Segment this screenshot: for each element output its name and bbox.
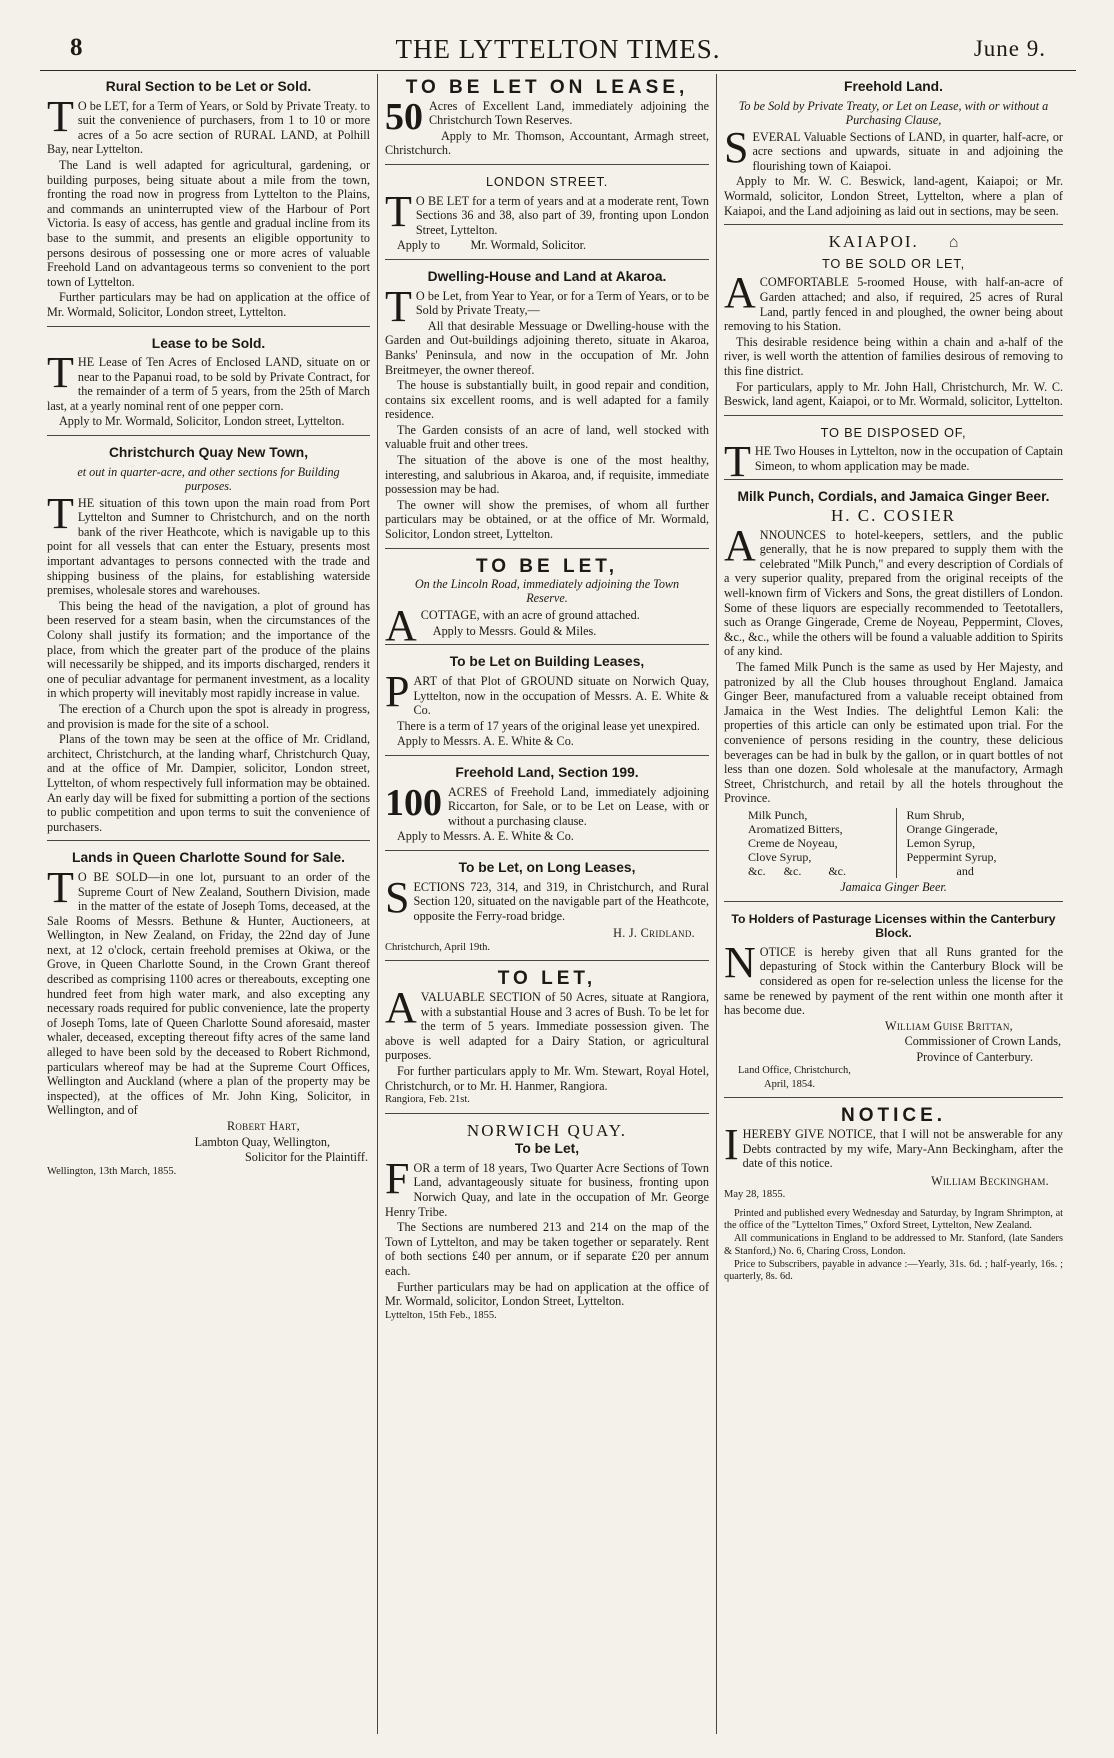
ad-building-leases: To be Let on Building Leases, PART of that Plot of GROUND situate on Norwich Quay, Lyttelton, now in the occupation of Messrs. A. E. White & Co. There is a term of 17 years of the original lease yet unexpired. Apply to Messrs. A. E. White & Co.: [385, 649, 709, 756]
drop-cap: A: [385, 601, 417, 651]
signature: H. J. Cridland.: [613, 926, 695, 941]
ad-disposed: TO BE DISPOSED OF, THE Two Houses in Lyttelton, now in the occupation of Captain Simeon, to whom application may be made.: [724, 420, 1063, 481]
ad-heading: NORWICH QUAY.: [466, 1120, 628, 1140]
ad-heading: TO LET,: [497, 968, 597, 990]
ad-lease-50-acres: TO BE LET ON LEASE, 50 Acres of Excellent Land, immediately adjoining the Christchurch Town Reserves. Apply to Mr. Thomson, Accountant, Armagh street, Christchurch.: [385, 74, 709, 165]
drop-cap: A: [724, 520, 756, 570]
dateline: Lyttelton, 15th Feb., 1855.: [385, 1309, 497, 1321]
drop-cap: P: [385, 667, 410, 716]
drop-cap: N: [724, 937, 756, 987]
drop-cap: A: [385, 983, 417, 1032]
drop-number: 50: [385, 95, 423, 138]
drop-cap: T: [724, 437, 751, 487]
ad-long-leases: To be Let, on Long Leases, SECTIONS 723, 314, and 319, in Christchurch, and Rural Section 120, situated on the navigable part of the Heathcote, opposite the Ferry-road bridge. H. J. Cridland. Christchurch, April 19th.: [385, 855, 709, 961]
drop-cap: T: [47, 862, 74, 912]
ad-heading: To be Let, on Long Leases,: [458, 859, 636, 875]
ad-heading: NOTICE.: [840, 1105, 947, 1127]
signature: Robert Hart,: [226, 1119, 300, 1133]
ad-heading: Dwelling-House and Land at Akaroa.: [427, 268, 667, 284]
advertiser-name: H. C. COSIER: [830, 506, 957, 526]
drop-cap: T: [47, 488, 74, 538]
ad-heading: LONDON STREET.: [485, 173, 609, 189]
dateline: Rangiora, Feb. 21st.: [385, 1094, 470, 1106]
ad-heading: Freehold Land, Section 199.: [455, 764, 639, 780]
ad-heading: To be Let on Building Leases,: [449, 654, 645, 670]
signature: William Guise Brittan,: [885, 1018, 1013, 1033]
column-3: [716, 74, 1070, 1734]
issue-date: June 9.: [973, 36, 1046, 61]
ad-heading: Rural Section to be Let or Sold.: [105, 79, 312, 94]
ad-pasturage: To Holders of Pasturage Licenses within the Canterbury Block. NOTICE is hereby given that all Runs granted for the depasturing of Stock within the Canterbury Block will be considered as open for re-selection unless the license for the same be renewed by payment of the rent within one month after it has become due. William Guise Brittan, Commissioner of Crown Lands, Province of Canterbury. Land Office, Christchurch, April, 1854.: [724, 906, 1063, 1099]
ad-subheading: On the Lincoln Road, immediately adjoining the Town Reserve.: [414, 577, 680, 606]
ad-milk-punch: Milk Punch, Cordials, and Jamaica Ginger Beer. H. C. COSIER ANNOUNCES to hotel-keepers, settlers, and the public generally, that he is now prepared to supply them with the celebrated "Milk Punch," and every description of Cordials of a very superior quality, prepared from the original receipts of the well-known firm of Vickers and Sons, the great distillers of London. Some of these liquors are especially recommended to Teetotallers, such as Orange Gingerade, Creme de Noyeau, Peppermint, Cloves, &c., &c., while the others will be found a valuable addition to Spirits of any kind. The famed Milk Punch is the same as used by Her Majesty, and patronized by all the Club houses throughout England. Jamaica Ginger Beer, manufactured from a valuable receipt obtained from Jamaica in the West Indies. The delightful Lemon Kali: the properties of this article can only be estimated upon trial. For the convenience of persons residing in the country, these delicious beverages can be had in bulk by the gallon, or in quart bottles of not less than one dozen. Sold wholesale at the manufactory, Armagh Street, Christchurch, and retail by all the hotels throughout the Province. Milk Punch, Aromatized Bitters, Creme de Noyeau, Clove Syrup, &c. &c. &c. Rum Shrub, Orange Gingerade, Lemon Syrup, Peppermint Syrup, and Jamaica Ginger Beer.: [724, 484, 1063, 901]
ad-freehold-199: Freehold Land, Section 199. 100 ACRES of Freehold Land, immediately adjoining Riccarton, for Sale, or to be Let on Lease, with or without a purchasing clause. Apply to Messrs. A. E. White & Co.: [385, 760, 709, 851]
column-1: [40, 74, 377, 1734]
drop-cap: T: [47, 91, 74, 141]
ad-heading: Freehold Land.: [844, 79, 943, 94]
columns: [40, 74, 1076, 1734]
ad-akaroa: Dwelling-House and Land at Akaroa. T O be Let, from Year to Year, or for a Term of Years, or to be Sold by Private Treaty,— All that desirable Messuage or Dwelling-house with the Garden and Out-buildings adjoining thereto, situate in Akaroa, Banks' Peninsula, and now in the occupation of Mr. John Breitmeyer, the owner thereof. The house is substantially built, in good repair and condition, contains six excellent rooms, and is well adapted for a family residence. The Garden consists of an acre of land, well stocked with valuable fruit and other trees. The situation of the above is one of the most healthy, interesting, and salubrious in Akaroa, and, if requisite, immediate possession may be had. The owner will show the premises, of whom all further particulars may be obtained, or at the office of Mr. Wormald, Solicitor, London street, Lyttelton.: [385, 264, 709, 549]
drop-cap: T: [385, 281, 412, 331]
ad-heading: Christchurch Quay New Town,: [108, 445, 309, 461]
ad-heading: Lands in Queen Charlotte Sound for Sale.: [72, 850, 345, 866]
masthead: [40, 34, 1076, 71]
ad-notice: NOTICE. IHEREBY GIVE NOTICE, that I will not be answerable for any Debts contracted by my wife, Mary-Ann Beckingham, after the date of this notice. William Beckingham. May 28, 1855. Printed and published every Wednesday and Saturday, by Ingram Shrimpton, at the office of the "Lyttelton Times," Oxford Street, Lyttelton, New Zealand. All communications in England to be addressed to Mr. Stanford, (late Sanders & Stanford,) No. 6, Charing Cross, London. Price to Subscribers, payable in advance :—Yearly, 31s. 6d. ; half-yearly, 16s. ; quarterly, 8s. 6d.: [724, 1105, 1063, 1282]
column-2: [377, 74, 716, 1734]
dateline: Christchurch, April 19th.: [385, 941, 490, 953]
ad-subheading: TO BE SOLD OR LET,: [822, 255, 965, 271]
dateline: May 28, 1855.: [724, 1189, 786, 1201]
ad-christchurch-quay: Christchurch Quay New Town, et out in quarter-acre, and other sections for Building purposes. THE situation of this town upon the main road from Port Lyttelton and Sumner to Christchurch, and on the north bank of the river Heathcote, which is navigable up to this point for all vessels that can enter the Estuary, presents most important advantages to persons connected with the trade and shipping business of the plains, for establishing waterside premises, wholesale stores and warehouses. This being the head of the navigation, a plot of ground has been reserved for a steam basin, when the circumstances of the Colony shall justify its formation; and the importance of the place, from which the greater part of the produce of the plains will necessarily be shipped, and its imports discharged, renders it one of peculiar advantage for permanent investment, as a locality in which property will inevitably most rapidly increase in value. The erection of a Church upon the spot is already in progress, and provision is made for the site of a school. Plans of the town may be seen at the office of Mr. Cridland, architect, Christchurch, at the landing wharf, Christchurch Quay, and at the office of Mr. Dampier, solicitor, London street, Lyttelton, of whom respectively full information may be obtained. An early day will be fixed for submitting a portion of the sections to public competition and upon terms to suit the convenience of purchasers.: [47, 440, 370, 841]
ad-queen-charlotte: Lands in Queen Charlotte Sound for Sale. T O BE SOLD—in one lot, pursuant to an order of the Supreme Court of New Zealand, Southern Division, made in the matter of the estate of Joseph Toms, deceased, at the Sale Rooms of Messrs. Bethune & Hunter, Auctioneers, at Wellington, in New Zealand, on Friday, the 22nd day of June next, at 12 o'clock, certain freehold premises at Okiwa, or the Grove, in Queen Charlotte Sound, in the Crown Grant thereof described as comprising 1100 acres or thereabouts, excepting one hundred feet from high water mark, and also excepting any necessary roads required for public convenience, late the property of Joseph Toms, late of Queen Charlotte Sound aforesaid, master whaler, deceased, excepting thereout fifty acres of the same land alleged to have been sold by the deceased to Robert Richmond, particulars whereof may be had at the Supreme Court Offices, Wellington and Auckland (where a plan of the property may be inspected), at the offices of Mr. John King, Solicitor, in Wellington, and of Robert Hart, Lambton Quay, Wellington, Solicitor for the Plaintiff. Wellington, 13th March, 1855.: [47, 850, 370, 1177]
ad-subheading: et out in quarter-acre, and other sections for Building purposes.: [77, 464, 340, 493]
drop-cap: F: [385, 1153, 410, 1203]
drop-cap: A: [724, 268, 756, 318]
ad-lincoln-road: TO BE LET, On the Lincoln Road, immediately adjoining the Town Reserve. ACOTTAGE, with an acre of ground attached. Apply to Messrs. Gould & Miles.: [385, 553, 709, 646]
dateline: Wellington, 13th March, 1855.: [47, 1165, 177, 1177]
product-list: Milk Punch, Aromatized Bitters, Creme de Noyeau, Clove Syrup, &c. &c. &c. Rum Shrub, Orange Gingerade, Lemon Syrup, Peppermint Syrup, and: [738, 808, 1055, 878]
drop-number: 100: [385, 781, 442, 824]
page-number: 8: [70, 34, 83, 61]
ad-subheading: To be Sold by Private Treaty, or Let on Lease, with or without a Purchasing Clause,: [738, 98, 1049, 127]
ad-rangiora: TO LET, AVALUABLE SECTION of 50 Acres, situate at Rangiora, with a substantial House and 3 acres of Bush. To be let for the term of 5 years. Immediate possession given. The above is well adapted for a Dairy Station, or agricultural purposes. For further particulars apply to Mr. Wm. Stewart, Royal Hotel, Christchurch, or to Mr. H. Hanmer, Rangiora. Rangiora, Feb. 21st.: [385, 965, 709, 1113]
drop-cap: I: [724, 1120, 739, 1170]
signature: William Beckingham.: [931, 1173, 1049, 1188]
ad-heading: TO BE LET,: [475, 555, 619, 577]
ad-heading: TO BE DISPOSED OF,: [820, 424, 967, 440]
drop-cap: S: [724, 122, 749, 172]
ad-heading: Lease to be Sold.: [151, 335, 266, 351]
printer-imprint: Printed and published every Wednesday and Saturday, by Ingram Shrimpton, at the office of the "Lyttelton Times," Oxford Street, Lyttelton, New Zealand. All communications in England to be addressed to Mr. Stanford, (late Sanders & Stanford,) No. 6, Charing Cross, London. Price to Subscribers, payable in advance :—Yearly, 31s. 6d. ; half-yearly, 16s. ; quarterly, 8s. 6d.: [724, 1207, 1063, 1282]
drop-cap: S: [385, 872, 410, 922]
ad-freehold-kaiapoi: Freehold Land. To be Sold by Private Treaty, or Let on Lease, with or without a Purchasing Clause, SEVERAL Valuable Sections of LAND, in quarter, half-acre, or acre sections and upwards, situate in and adjoining the flourishing town of Kaiapoi. Apply to Mr. W. C. Beswick, land-agent, Kaiapoi; or Mr. Wormald, solicitor, London Street, Lyttelton, where a plan of Kaiapoi, and the Land adjoining as laid out in sections, may be seen.: [724, 74, 1063, 225]
ad-norwich-quay: NORWICH QUAY. To be Let, FOR a term of 18 years, Two Quarter Acre Sections of Town Land, advantageously situate for business, fronting upon Norwich Quay, and late in the occupation of Mr. George Henry Tribe. The Sections are numbered 213 and 214 on the map of the Town of Lyttelton, and may be taken together or separately. Rent of both sections £40 per annum, or if separate £20 per annum each. Further particulars may be had on application at the office of Mr. Wormald, solicitor, London Street, Lyttelton. Lyttelton, 15th Feb., 1855.: [385, 1120, 709, 1321]
ad-london-street: LONDON STREET. T O BE LET for a term of years and at a moderate rent, Town Sections 36 and 38, also part of 39, fronting upon London Street, Lyttelton. Apply to Mr. Wormald, Solicitor.: [385, 169, 709, 260]
ad-heading: TO BE LET ON LEASE,: [405, 77, 689, 98]
dateline: Land Office, Christchurch,: [738, 1065, 851, 1077]
ad-heading: Milk Punch, Cordials, and Jamaica Ginger Beer.: [737, 489, 1050, 505]
paper-title: THE LYTTELTON TIMES.: [395, 34, 721, 64]
ad-rural-section: Rural Section to be Let or Sold. T O be LET, for a Term of Years, or Sold by Private Treaty. to suit the convenience of purchasers, from 1 to 10 or more acres of a 5o acre section of RURAL LAND, at Polhill Bay, near Lyttelton. The Land is well adapted for agricultural, gardening, or building purposes, being situate about a mile from the town, fronting the road now in progress from Lyttelton to the Plains, and commands an uninterrupted view of the Harbour of Port Victoria. Is easy of access, has gentle and gradual incline from its base to the summit, and presents an eligible opportunity to persons desirous of possessing one or more acres of valuable Freehold Land on advantageous terms so convenient to the port town of Lyttelton. Further particulars may be had on application at the office of Mr. Wormald, Solicitor, London street, Lyttelton.: [47, 74, 370, 327]
ad-heading: KAIAPOI.: [828, 232, 919, 252]
ad-lease-sold: Lease to be Sold. THE Lease of Ten Acres of Enclosed LAND, situate on or near to the Papanui road, to be sold by Private Contract, for the remainder of a term of 5 years, from the 25th of March last, at a yearly nominal rent of one pepper corn. Apply to Mr. Wormald, Solicitor, London street, Lyttelton.: [47, 331, 370, 437]
drop-cap: T: [385, 186, 412, 236]
ad-heading: To Holders of Pasturage Licenses within the Canterbury Block.: [731, 911, 1056, 941]
ad-subheading: To be Let,: [514, 1141, 580, 1157]
ad-kaiapoi-house: KAIAPOI. ⌂ TO BE SOLD OR LET, ACOMFORTABLE 5-roomed House, with half-an-acre of Garden attached; and also, if required, 25 acres of Rural Land, partly fenced in and ploughed, the owner being about removing to his Station. This desirable residence being within a chain and a-half of the river, is well worth the attention of families desirous of removing to this fine district. For particulars, apply to Mr. John Hall, Christchurch, Mr. W. C. Beswick, land agent, Kaiapoi, or to Mr. Wormald, solicitor, Lyttelton.: [724, 229, 1063, 416]
house-icon: ⌂: [948, 233, 959, 251]
drop-cap: T: [47, 348, 74, 398]
